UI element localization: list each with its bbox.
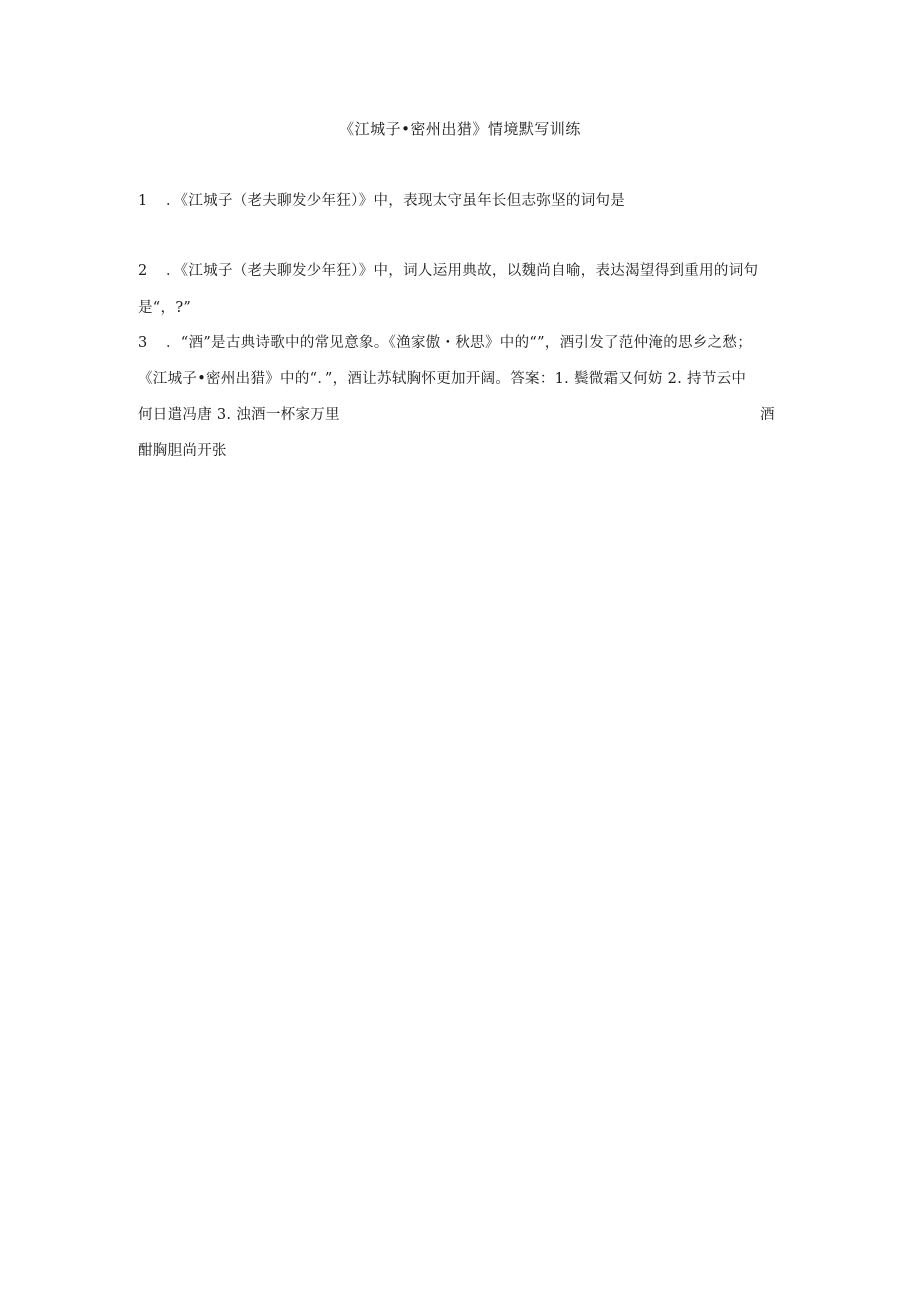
- question-3-number: 3: [138, 335, 148, 351]
- answer-fragment: 酒: [760, 407, 775, 423]
- page-title: 《江城子•密州出猎》情境默写训练: [339, 120, 581, 138]
- question-3-line-1: [138, 331, 752, 352]
- question-3-line-2: 《江城子•密州出猎》中的“．”，酒让苏轼胸怀更加开阔。答案：1. 鬓微霜又何妨 2. 持节云中: [138, 371, 747, 387]
- question-2-text: ．《江城子（老夫聊发少年狂）》中，词人运用典故，以魏尚自喻，表达渴望得到重用的词句: [166, 263, 759, 279]
- question-3-line-4: 酣胸胆尚开张: [138, 443, 227, 459]
- question-2-number: 2: [138, 263, 148, 279]
- question-3-text: ．“酒”是古典诗歌中的常见意象。《渔家傲・秋思》中的“”，酒引发了范仲淹的思乡之愁；: [166, 335, 752, 351]
- question-1-text: ．《江城子（老夫聊发少年狂）》中，表现太守虽年长但志弥坚的词句是: [166, 193, 626, 209]
- question-3-line-3: 何日遣冯唐 3. 浊酒一杯家万里: [138, 407, 340, 423]
- question-1-number: 1: [138, 193, 148, 209]
- question-2-line-2: 是“，?”: [138, 300, 192, 316]
- question-1-line-1: [138, 189, 625, 210]
- question-2-line-1: [138, 259, 758, 280]
